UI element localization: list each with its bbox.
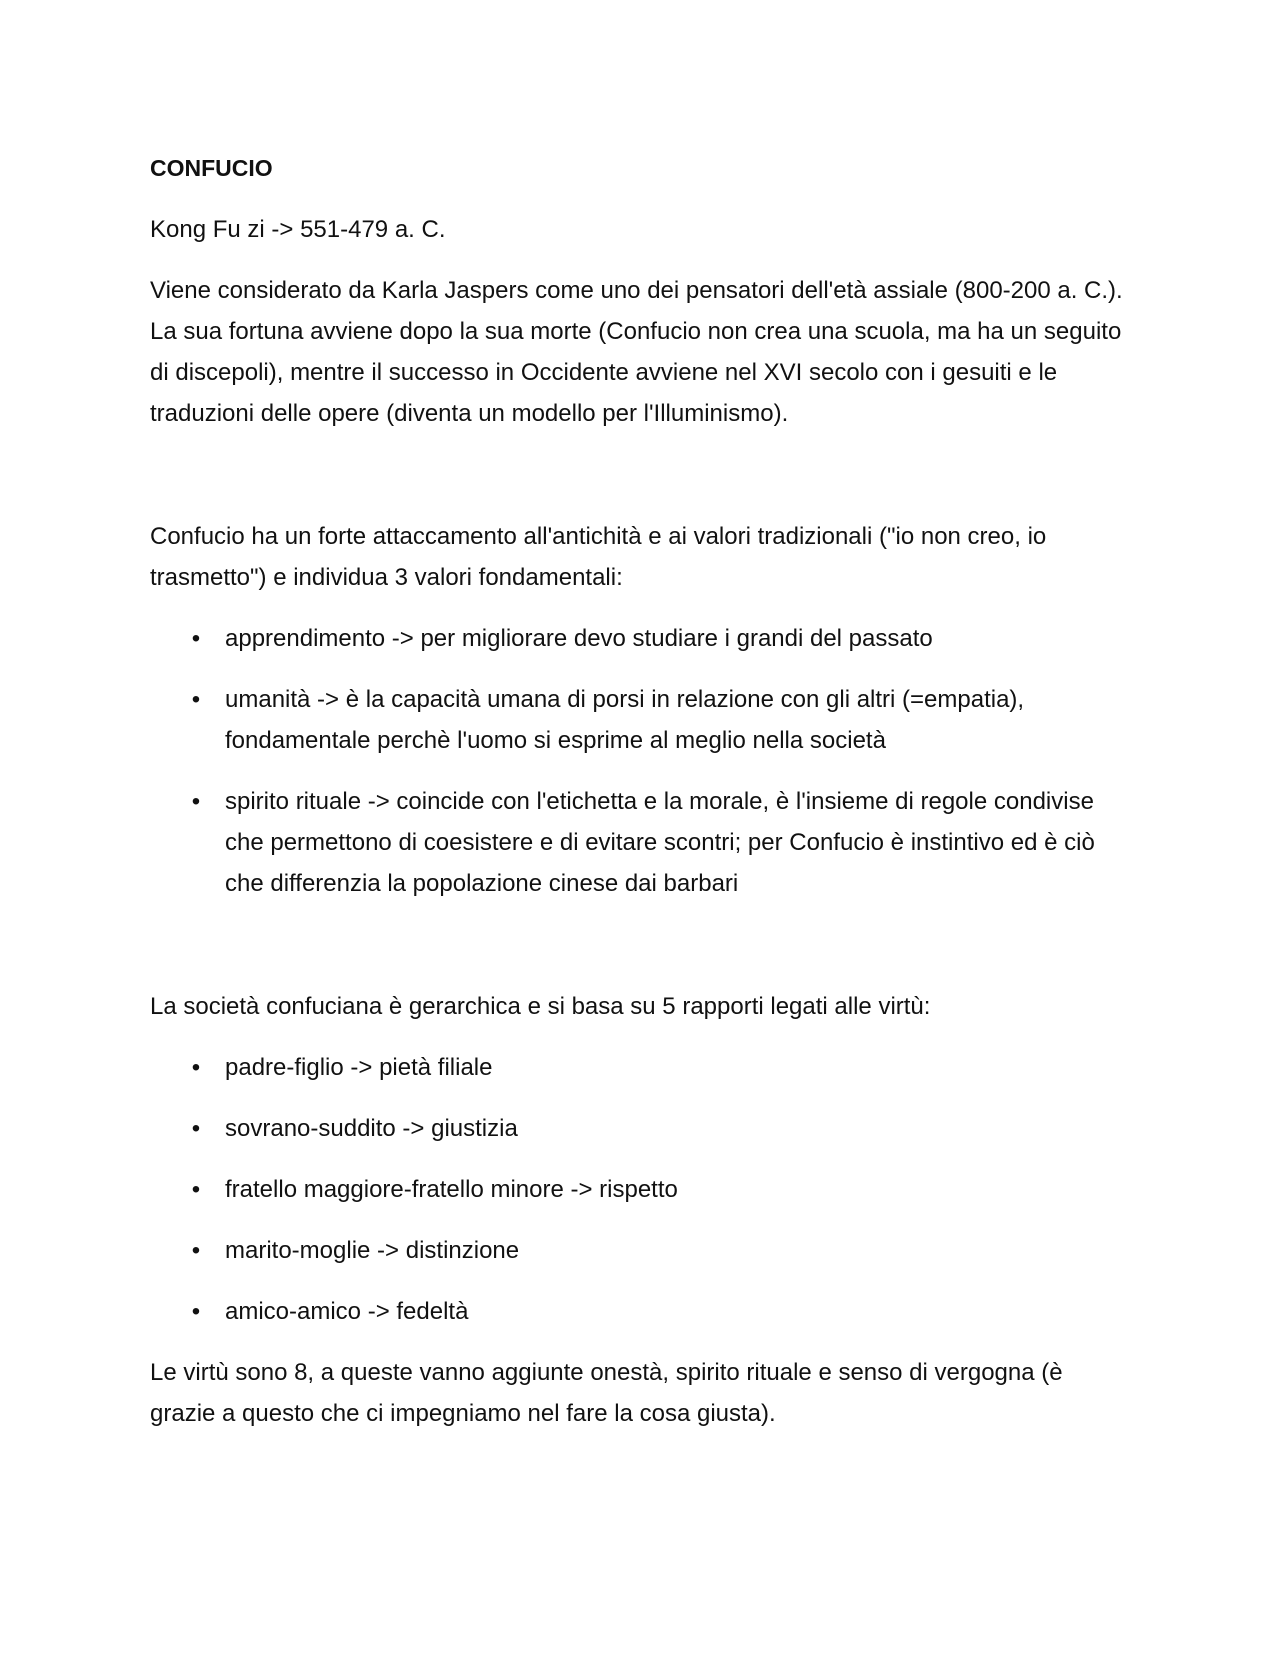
bullet-icon: • xyxy=(191,625,201,652)
list-item-text: apprendimento -> per migliorare devo studiare i grandi del passato xyxy=(225,625,933,652)
bullet-icon: • xyxy=(191,1298,201,1325)
conclusion-paragraph: Le virtù sono 8, a queste vanno aggiunte onestà, spirito rituale e senso di vergogna (è grazie a questo che ci impegniamo nel fare la cosa giusta). xyxy=(150,1359,1063,1427)
values-intro-paragraph: Confucio ha un forte attaccamento all'antichità e ai valori tradizionali ("io non creo, io trasmetto") e individua 3 valori fondamentali: xyxy=(150,523,1047,591)
bullet-icon: • xyxy=(191,1176,201,1203)
list-item-text: spirito rituale -> coincide con l'etichetta e la morale, è l'insieme di regole condivise che permettono di coesistere e di evitare scontri; per Confucio è instintivo ed è ciò che differenzia la popolazione cinese dai barbari xyxy=(225,788,1095,897)
document-body xyxy=(150,148,1130,1434)
bullet-icon: • xyxy=(191,686,201,713)
list-item xyxy=(150,1230,1130,1271)
relations-list xyxy=(150,1047,1130,1332)
list-item-text: umanità -> è la capacità umana di porsi in relazione con gli altri (=empatia), fondamentale perchè l'uomo si esprime al meglio nella società xyxy=(225,686,1025,754)
list-item xyxy=(150,1291,1130,1332)
list-item xyxy=(150,679,1130,761)
bullet-icon: • xyxy=(191,788,201,815)
list-item xyxy=(150,1047,1130,1088)
list-item xyxy=(150,1108,1130,1149)
list-item xyxy=(150,781,1130,904)
list-item-text: amico-amico -> fedeltà xyxy=(225,1298,469,1325)
bullet-icon: • xyxy=(191,1115,201,1142)
list-item-text: sovrano-suddito -> giustizia xyxy=(225,1115,518,1142)
dates-line: Kong Fu zi -> 551-479 a. C. xyxy=(150,216,446,243)
list-item-text: fratello maggiore-fratello minore -> rispetto xyxy=(225,1176,678,1203)
list-item-text: padre-figlio -> pietà filiale xyxy=(225,1054,493,1081)
bullet-icon: • xyxy=(191,1054,201,1081)
list-item xyxy=(150,1169,1130,1210)
values-list xyxy=(150,618,1130,904)
society-intro-paragraph: La società confuciana è gerarchica e si basa su 5 rapporti legati alle virtù: xyxy=(150,993,931,1020)
list-item-text: marito-moglie -> distinzione xyxy=(225,1237,520,1264)
list-item xyxy=(150,618,1130,659)
intro-paragraph: Viene considerato da Karla Jaspers come uno dei pensatori dell'età assiale (800-200 a. C.). La sua fortuna avviene dopo la sua morte (Confucio non crea una scuola, ma ha un seguito di discepoli), mentre il successo in Occidente avviene nel XVI secolo con i gesuiti e le traduzioni delle opere (diventa un modello per l'Illuminismo). xyxy=(150,277,1123,427)
bullet-icon: • xyxy=(191,1237,201,1264)
document-title: CONFUCIO xyxy=(150,155,273,181)
